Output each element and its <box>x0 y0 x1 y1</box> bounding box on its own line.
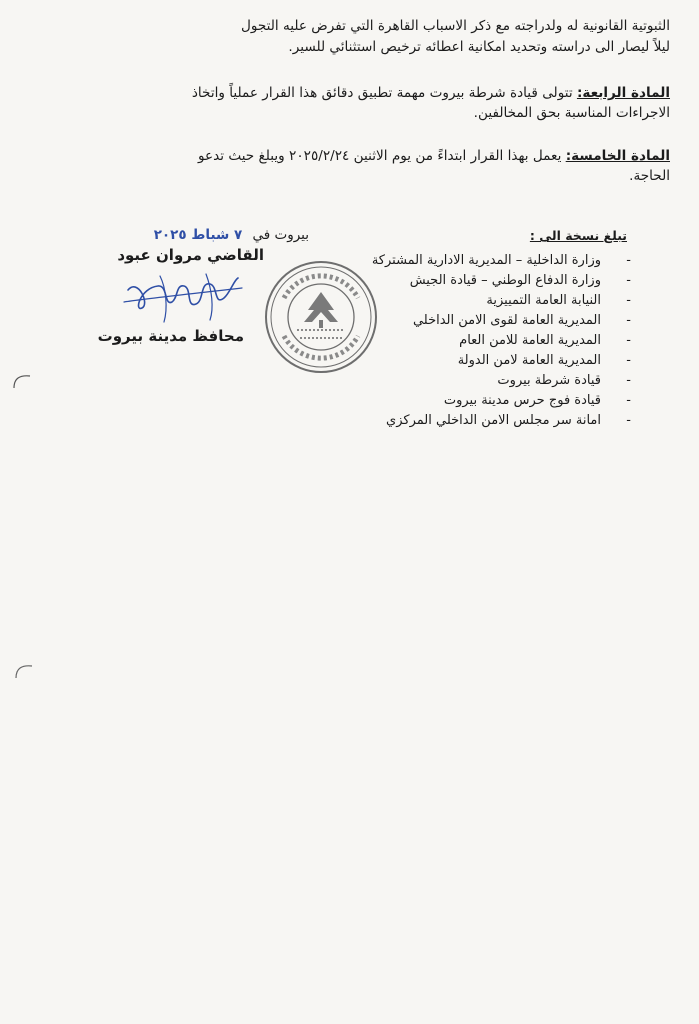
copies-heading: تبلغ نسخة الى : <box>529 228 627 243</box>
article-4-label: المادة الرابعة: <box>576 85 670 101</box>
list-item: - قيادة فوج حرس مدينة بيروت <box>443 393 631 408</box>
list-item: - المديرية العامة لامن الدولة <box>457 353 631 368</box>
article-5-line-2: الحاجة. <box>629 168 670 184</box>
list-item: - قيادة شرطة بيروت <box>497 373 631 388</box>
scan-mark-icon <box>10 662 36 680</box>
paragraph-line-2: ليلاً ليصار الى دراسته وتحديد امكانية اعطائه ترخيص استثنائي للسير. <box>288 39 670 55</box>
list-item: - المديرية العامة لقوى الامن الداخلي <box>412 313 631 328</box>
scan-mark-icon <box>8 372 34 390</box>
article-4-line-2: الاجراءات المناسبة بحق المخالفين. <box>473 105 670 121</box>
list-item: - النيابة العامة التمييزية <box>486 293 631 308</box>
copies-list <box>371 251 631 431</box>
handwritten-date: ٧ شباط ٢٠٢٥ <box>153 227 243 243</box>
place-label: بيروت في <box>252 227 309 243</box>
list-item: - امانة سر مجلس الامن الداخلي المركزي <box>386 413 631 428</box>
list-item: - وزارة الداخلية – المديرية الادارية المشتركة <box>371 253 631 268</box>
article-5 <box>198 147 670 165</box>
article-4 <box>192 84 670 102</box>
list-item: - المديرية العامة للامن العام <box>459 333 631 348</box>
paragraph-line-1: الثبوتية القانونية له ولدراجته مع ذكر الاسباب القاهرة التي تفرض عليه التجول <box>240 18 670 34</box>
signature-icon <box>120 268 245 328</box>
date-line <box>154 226 309 244</box>
official-stamp-icon <box>262 258 380 376</box>
article-4-text: تتولى قيادة شرطة بيروت مهمة تطبيق دقائق هذا القرار عملياً واتخاذ <box>191 85 573 101</box>
governor-title: محافظ مدينة بيروت <box>97 327 244 345</box>
judge-name: القاضي مروان عبود <box>117 246 264 264</box>
article-5-text: يعمل بهذا القرار ابتداءً من يوم الاثنين ٢٠٢٥/٢/٢٤ ويبلغ حيث تدعو <box>197 148 562 164</box>
list-item: - وزارة الدفاع الوطني – قيادة الجيش <box>409 273 631 288</box>
article-5-label: المادة الخامسة: <box>565 148 670 164</box>
